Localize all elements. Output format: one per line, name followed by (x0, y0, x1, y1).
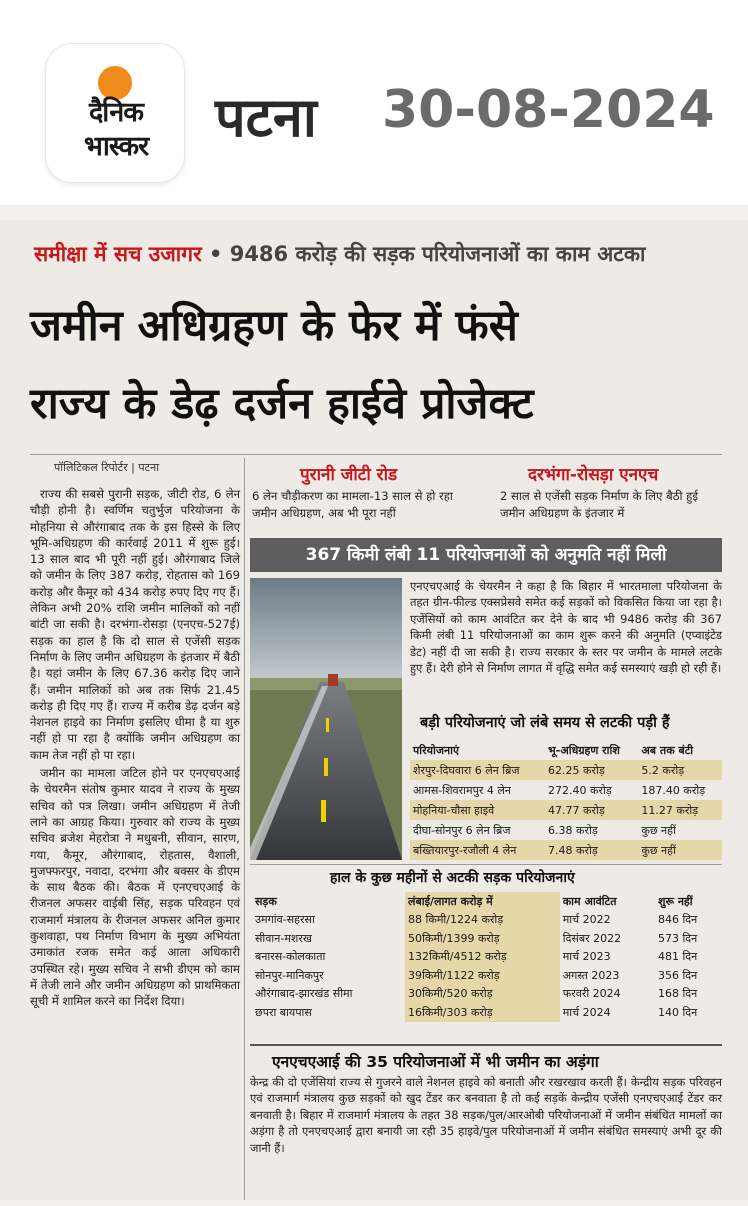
col-header-acquisition: भू-अधिग्रहण राशि (548, 743, 620, 757)
table-cell: 11.27 करोड़ (638, 800, 722, 820)
table-row (410, 780, 722, 800)
table-cell: 272.40 करोड़ (548, 783, 612, 797)
divider (250, 1044, 722, 1046)
table-cell: 30किमी/520 करोड़ (405, 985, 560, 1004)
kicker-highlight: समीक्षा में सच उजागर (34, 242, 202, 266)
logo-text-line2: भास्कर (83, 131, 149, 162)
table-cell: 168 दिन (657, 987, 698, 1001)
table-cell: 62.25 करोड़ (545, 760, 638, 780)
table-cell: सोनपुर-मानिकपुर (255, 968, 324, 982)
table-cell: बख्तियारपुर-रजौली 4 लेन (410, 840, 545, 860)
col-header-project: परियोजनाएं (413, 743, 460, 757)
table-header (410, 740, 722, 760)
section3-title: एनएचएआई की 35 परियोजनाओं में भी जमीन का अड़ंगा (272, 1053, 599, 1071)
app-header (0, 0, 748, 205)
highway-image (250, 578, 402, 860)
table-cell: बनारस-कोलकाता (255, 950, 326, 964)
dainik-bhaskar-logo[interactable] (46, 44, 184, 182)
edition-date: 30-08-2024 (382, 80, 715, 140)
left-paragraph-1: राज्य की सबसे पुरानी सड़क, जीटी रोड, 6 लेन चौड़ी होनी है। स्वर्णिम चतुर्भुज परियोजना के मोहनिया से औरंगाबाद तक के इस हिस्से के लिए भूमि-अधिग्रहण की कार्रवाई 2011 में शुरू हुई। 13 साल बाद भी पूरी नहीं हुई। औरंगाबाद जिले को जमीन के लिए 387 करोड़, रोहतास को 169 करोड़ और कैमूर को 434 करोड़ रुपए दिए गए हैं। लेकिन अभी 20% राशि जमीन मालिकों को नहीं बांटी जा सकी है। दरभंगा-रोसड़ा (एनएच-527ई) सड़क का हाल है कि दो साल से एजेंसी सड़क निर्माण के लिए जमीन अधिग्रहण के इंतजार में बैठी है। यहां जमीन के लिए 67.36 करोड़ दिए जाने हैं। जमीन मालिकों को अब तक सिर्फ 21.45 करोड़ ही दिए गए हैं। राज्य में करीब डेढ़ दर्जन बड़े नेशनल हाइवे का निर्माण इसलिए धीमा है या शुरु नहीं हो पा रहा है क्योंकि जमीन अधिग्रहण का काम तेज नहीं हो पा रहा। (30, 487, 240, 762)
table-cell: शेरपुर-दिघवारा 6 लेन ब्रिज (410, 760, 545, 780)
article-kicker (34, 240, 724, 268)
table-cell: मार्च 2022 (562, 913, 611, 927)
table-cell: उमगांव-सहरसा (255, 913, 315, 927)
divider (250, 864, 722, 865)
gt-road-title: पुरानी जीटी रोड (300, 465, 398, 485)
table-row (252, 985, 722, 1004)
table-cell: सीवान-मशरख (255, 931, 312, 945)
recent-stalled-projects-table (252, 892, 722, 1022)
table-cell: 39किमी/1122 करोड़ (405, 966, 560, 985)
table-row (252, 948, 722, 967)
table-cell: 132किमी/4512 करोड़ (405, 948, 560, 967)
table-row (252, 1003, 722, 1022)
divider (30, 454, 722, 455)
headline-line2: राज्य के डेढ़ दर्जन हाईवे प्रोजेक्ट (30, 379, 534, 429)
byline: पॉलिटिकल रिपोर्टर | पटना (54, 461, 160, 474)
table-cell: फरवरी 2024 (562, 987, 621, 1001)
table-cell: 50किमी/1399 करोड़ (405, 929, 560, 948)
logo-text-line1: दैनिक (88, 97, 144, 128)
left-column (30, 486, 240, 1206)
headline-line1: जमीन अधिग्रहण के फेर में फंसे (30, 301, 518, 351)
col-header-not-started: शुरू नहीं (657, 894, 693, 908)
table-cell: 140 दिन (657, 1005, 698, 1019)
right-body-text: एनएचएआई के चेयरमैन ने कहा है कि बिहार में भारतमाला परियोजना के तहत ग्रीन-फील्ड एक्सप्रेसवे समेत कई सड़कों को विकसित किया जा रहा है। एजेंसियों को काम आवंटित कर देने के बाद भी 9486 करोड़ की 367 किमी लंबी 11 परियोजनाओं का काम शुरू करने की अनुमति (एप्वाइंटेड डेट) नहीं दी जा सकी है। राज्य सरकार के स्तर पर जमीन के मामले लटके हुए हैं। देरी होने से निर्माण लागत में वृद्धि समेत कई समस्याएं खड़ी हो रही हैं। (410, 579, 722, 676)
table-cell: दिसंबर 2022 (562, 931, 622, 945)
table-cell: मार्च 2024 (562, 1005, 611, 1019)
highway-photo (250, 578, 402, 860)
table-row (252, 911, 722, 930)
table-cell: कुछ नहीं (641, 823, 676, 837)
table-cell: 481 दिन (657, 950, 698, 964)
table-row (252, 966, 722, 985)
table-cell: औरंगाबाद-झारखंड सीमा (255, 987, 353, 1001)
edition-city: पटना (215, 86, 317, 149)
darbhanga-title: दरभंगा-रोसड़ा एनएच (528, 465, 659, 485)
col-header-road: सड़क (255, 894, 277, 908)
col-header-disbursed: अब तक बंटी (641, 743, 694, 757)
table-cell: 573 दिन (657, 931, 698, 945)
darbhanga-text: 2 साल से एजेंसी सड़क निर्माण के लिए बैठी हुई जमीन अधिग्रहण के इंतजार में (500, 489, 699, 520)
left-paragraph-2: जमीन का मामला जटिल होने पर एनएचएआई के चेयरमैन संतोष कुमार यादव ने राज्य के मुख्य सचिव को पत्र लिखा। जमीन अधिग्रहण में तेजी लाने का आग्रह किया। गुरुवार को राज्य के मुख्य सचिव ब्रजेश मेहरोत्रा ने मधुबनी, सीवान, सारण, गया, कैमूर, औरंगाबाद, रोहतास, वैशाली, मुजफ्फरपुर, नवादा, दरभंगा और बक्सर के डीएम के साथ बैठक की। बैठक में एनएचएआई के रीजनल अफसर वाईबी सिंह, सड़क परिवहन एवं राजमार्ग मंत्रालय के रीजनल अफसर अनिल कुमार कुशवाहा, पथ निर्माण विभाग के मुख्य अभियंता उमाकांत रजक समेत कई आला अधिकारी उपस्थित रहे। मुख्य सचिव ने सभी डीएम को काम में तेजी लाने और जमीन अधिग्रहण को प्राथमिकता सूची में शामिल करने का निर्देश दिया। (30, 766, 240, 1009)
table-cell: 5.2 करोड़ (638, 760, 722, 780)
table-row (410, 760, 722, 780)
table-row (410, 840, 722, 860)
table-cell: 16किमी/303 करोड़ (405, 1003, 560, 1022)
table-cell: 7.48 करोड़ (545, 840, 638, 860)
table-cell: 846 दिन (657, 913, 698, 927)
table-cell: कुछ नहीं (638, 840, 722, 860)
sun-icon (98, 66, 132, 100)
table2-title: हाल के कुछ महीनों से अटकी सड़क परियोजनाएं (330, 870, 575, 886)
long-pending-projects-table (410, 740, 722, 860)
table-cell: मार्च 2023 (562, 950, 611, 964)
table-row (410, 820, 722, 840)
kicker-text: • 9486 करोड़ की सड़क परियोजनाओं का काम अटका (208, 242, 646, 266)
column-divider (244, 458, 245, 1200)
table-cell: दीघा-सोनपुर 6 लेन ब्रिज (413, 823, 511, 837)
section3-text: केन्द्र की दो एजेंसियां राज्य से गुजरने वाले नेशनल हाइवे को बनाती और रखरखाव करती हैं। केन्द्रीय सड़क परिवहन एवं राजमार्ग मंत्रालय कुछ सड़कों को खुद टेंडर कर बनवाता है तो कई सड़कें केन्द्रीय एजेंसी एनएचएआई टेंडर कर बनवाती है। बिहार में राजमार्ग मंत्रालय के तहत 38 सड़क/पुल/आरओबी परियोजनाओं में जमीन संबंधित मामलों का अड़ंगा है तो एनएचएआई द्वारा बनायी जा रही 35 हाइवे/पुल परियोजनाओं में जमीन संबंधित समस्याएं अभी दूर की जानी हैं। (250, 1075, 722, 1155)
section-banner: 367 किमी लंबी 11 परियोजनाओं को अनुमति नहीं मिली (250, 538, 722, 572)
gt-road-text: 6 लेन चौड़ीकरण का मामला-13 साल से हो रहा जमीन अधिग्रहण, अब भी पूरा नहीं (252, 489, 453, 520)
table-cell: मोहनिया-चौसा हाइवे (410, 800, 545, 820)
table-cell: आमस-शिवरामपुर 4 लेन (413, 783, 511, 797)
table-header (252, 892, 722, 911)
table-cell: 187.40 करोड़ (641, 783, 706, 797)
table-cell: 47.77 करोड़ (545, 800, 638, 820)
table-row (410, 800, 722, 820)
table-cell: छपरा बायपास (255, 1005, 312, 1019)
col-header-length-cost: लंबाई/लागत करोड़ में (405, 892, 560, 911)
table-cell: 6.38 करोड़ (548, 823, 598, 837)
table-cell: अगस्त 2023 (562, 968, 620, 982)
table-row (252, 929, 722, 948)
table-cell: 356 दिन (657, 968, 698, 982)
table1-title: बड़ी परियोजनाएं जो लंबे समय से लटकी पड़ी हैं (420, 715, 670, 731)
col-header-allotted: काम आवंटित (562, 894, 617, 908)
table-cell: 88 किमी/1224 करोड़ (405, 911, 560, 930)
